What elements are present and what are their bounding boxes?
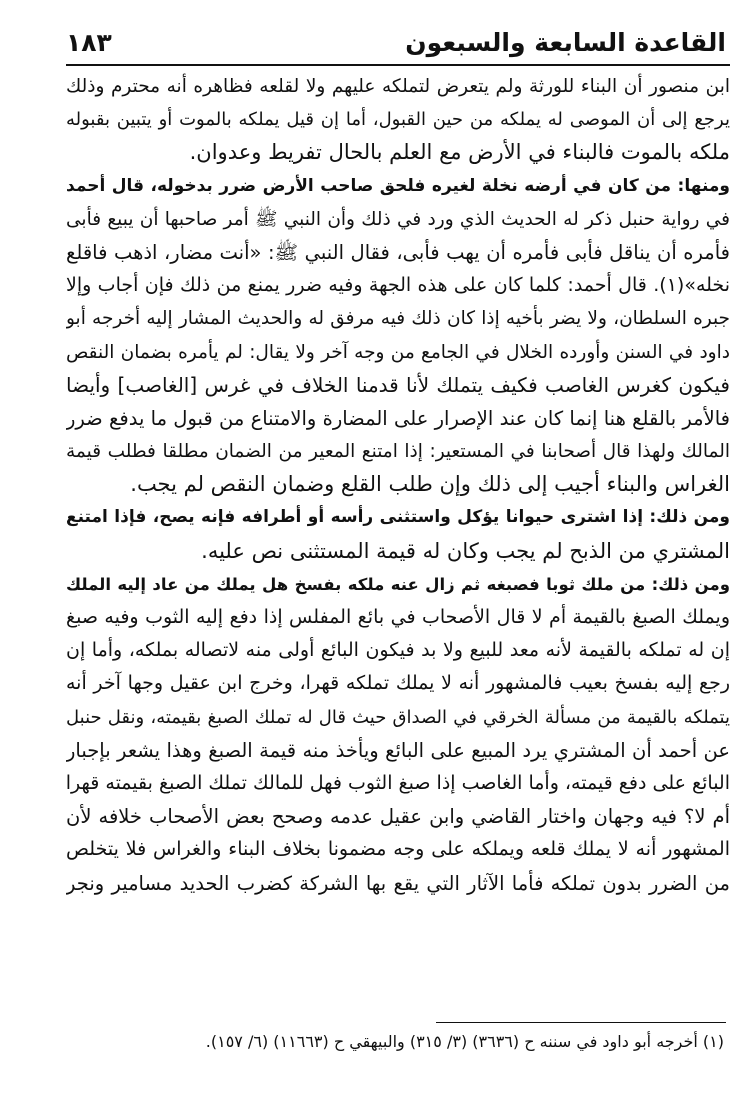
text-line: المشهور أنه لا يملك قلعه ويملكه على وجه مضمونا بخلاف البناء والغراس فلا يتخلص [66, 838, 730, 861]
body-text [66, 70, 730, 900]
text-line: ومن ذلك: من ملك ثوبا فصبغه ثم زال عنه ملكه بفسخ هل يملك من عاد إليه الملك [66, 574, 730, 594]
text-line: ابن منصور أن البناء للورثة ولم يتعرض لتملكه عليهم ولا لقلعه فظاهره أنه محترم وذلك [66, 76, 730, 97]
footnote: (١) أخرجه أبو داود في سننه ح (٣٦٣٦) (٣/ ٣١٥) والبيهقي ح (١١٦٦٣) (٦/ ١٥٧). [205, 1032, 724, 1051]
page-number: ١٨٣ [66, 28, 112, 57]
header-rule [66, 64, 730, 66]
text-line: ملكه بالموت فالبناء في الأرض مع العلم بالحال تفريط وعدوان. [189, 140, 730, 165]
text-line: الغراس والبناء أجيب إلى ذلك وإن طلب القلع وضمان النقص لم يجب. [130, 472, 730, 497]
text-line: نخله»(١). قال أحمد: كلما كان على هذه الجهة وفيه ضرر يمنع من ذلك فإن أجاب وإلا [66, 274, 730, 297]
text-line: فيكون كغرس الغاصب فكيف يتملك لأنا قدمنا الخلاف في غرس [الغاصب] وأيضا [66, 372, 730, 397]
chapter-title: القاعدة السابعة والسبعون [405, 28, 726, 57]
text-line: يتملكه بالقيمة من مسألة الخرقي في الصداق حيث قال له تملك الصبغ بقيمته، ونقل حنبل [66, 706, 730, 728]
text-line: ومنها: من كان في أرضه نخلة لغيره فلحق صاحب الأرض ضرر بدخوله، قال أحمد [66, 175, 730, 196]
text-line: في رواية حنبل ذكر له الحديث الذي ورد في ذلك وأن النبي ﷺ أمر صاحبها أن يبيع فأبى [66, 208, 730, 230]
running-header [66, 24, 726, 64]
text-line: جبره السلطان، ولا يضر بأخيه إذا كان ذلك فيه مرفق له والحديث المشار إليه أخرجه أبو [66, 308, 730, 330]
text-line: ويملك الصبغ بالقيمة أم لا قال الأصحاب في بائع المفلس إذا دفع إليه الثوب وفيه صبغ [66, 606, 730, 628]
text-line: رجع إليه بفسخ بعيب فالمشهور أنه لا يملك تملكه قهرا، وخرج ابن عقيل وجها آخر أنه [66, 672, 730, 695]
text-line: أم لا؟ فيه وجهان واختار القاضي وابن عقيل عدمه وصحح بعض الأصحاب خلافه لأن [66, 805, 730, 829]
text-line: فالأمر بالقلع هنا إنما كان عند الإصرار على المضارة والامتناع من قبول ما يدفع ضرر [66, 406, 730, 430]
text-line: فأمره أن يناقل فأبى فأمره أن يهب فأبى، فقال النبي ﷺ: «أنت مضار، اذهب فاقلع [66, 240, 730, 264]
text-line: من الضرر بدون تملكه فأما الآثار التي يقع بها الشركة كضرب الحديد مسامير ونجر [66, 871, 730, 895]
text-line: يرجع إلى أن الموصى له يملكه من حين القبول، أما إن قيل يملكه بالموت أو يتبين بقبوله [66, 109, 730, 131]
footnote-rule [436, 1022, 726, 1023]
text-line: ومن ذلك: إذا اشترى حيوانا يؤكل واستثنى رأسه أو أطرافه فإنه يصح، فإذا امتنع [66, 507, 730, 528]
text-line: المالك ولهذا قال أصحابنا في المستعير: إذا امتنع المعير من الضمان مطلقا فطلب قيمة [66, 441, 730, 463]
text-line: داود في السنن وأورده الخلال في الجامع من وجه آخر ولا يقال: لم يأمره بضمان النقص [66, 341, 730, 363]
text-line: البائع على دفع قيمته، وأما الغاصب إذا صبغ الثوب فهل للمالك تملك الصبغ بقيمته قهرا [66, 771, 730, 794]
text-line: إن له تملكه بالقيمة لأنه معد للبيع ولا بد فيكون البائع أولى منه لاتصاله بملكه، وأما إن [66, 639, 730, 662]
text-line: المشتري من الذبح لم يجب وكان له قيمة المستثنى نص عليه. [201, 538, 730, 563]
text-line: عن أحمد أن المشتري يرد المبيع على البائع ويأخذ منه قيمة الصبغ وهذا يشعر بإجبار [66, 738, 730, 762]
